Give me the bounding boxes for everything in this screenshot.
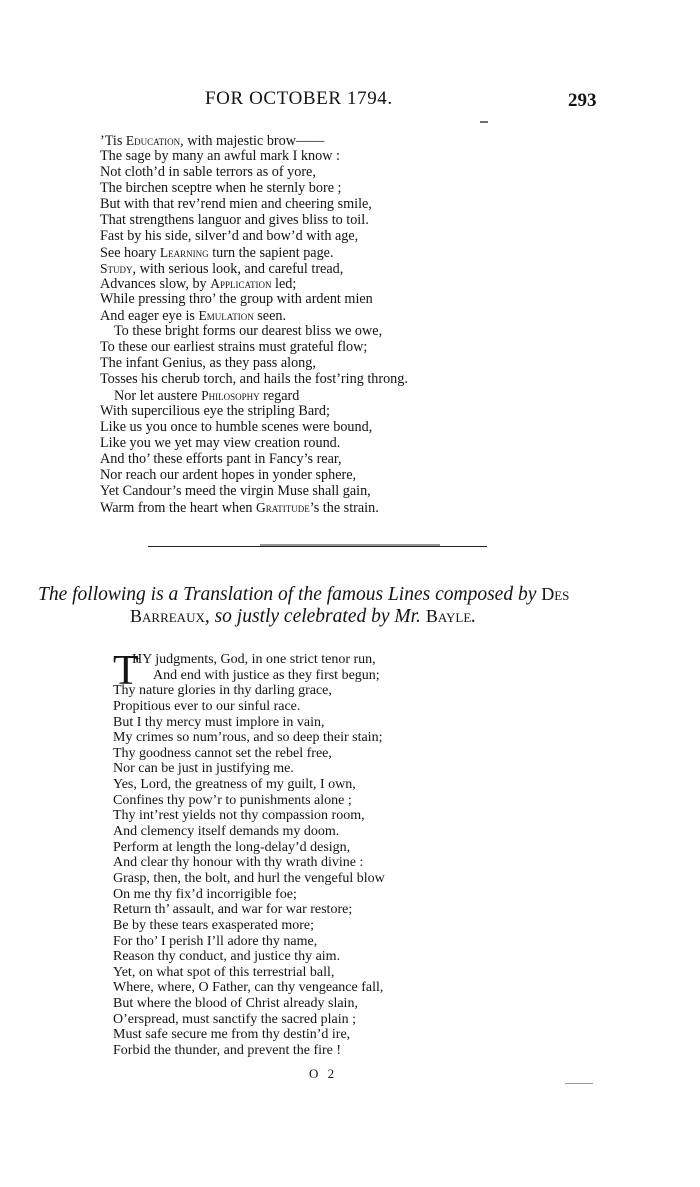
heading-name-barreaux: Barreaux xyxy=(130,606,205,626)
poem-one-line xyxy=(100,245,620,261)
line-text: The sage by many an awful mark I know : xyxy=(100,147,340,164)
line-text: ’Tis xyxy=(100,133,126,149)
poem-one-line xyxy=(100,276,620,292)
poem-one-line xyxy=(100,452,620,468)
poem-two-line: Return th’ assault, and war for war restore; xyxy=(113,902,353,918)
line-text: Nor reach our ardent hopes in yonder sphere, xyxy=(100,466,357,483)
drop-cap: T xyxy=(113,648,139,694)
poem-one xyxy=(100,133,620,516)
poem-one-line xyxy=(100,229,620,245)
line-text: To these bright forms our dearest bliss we owe, xyxy=(114,323,383,340)
poem-two-line: And clemency itself demands my doom. xyxy=(113,824,340,840)
poem-one-line xyxy=(100,372,620,388)
running-head xyxy=(0,88,700,116)
poem-two xyxy=(113,648,583,1059)
line-text: That strengthens languor and gives bliss to toil. xyxy=(100,211,369,228)
line-text: Warm from the heart when xyxy=(100,499,257,516)
print-speck xyxy=(480,121,488,123)
poem-two-line: O’erspread, must sanctify the sacred plain ; xyxy=(113,1011,356,1027)
poem-two-line: My crimes so num’rous, and so deep their stain; xyxy=(113,730,383,746)
poem-two-line: Yet, on what spot of this terrestrial ball, xyxy=(113,964,335,980)
poem-one-line xyxy=(100,181,620,197)
poem-two-line: Propitious ever to our sinful race. xyxy=(113,698,301,714)
line-text: Like us you once to humble scenes were bound, xyxy=(100,418,373,435)
line-text: While pressing thro’ the group with ardent mien xyxy=(100,291,373,308)
line-text: With supercilious eye the stripling Bard; xyxy=(100,402,330,419)
poem-two-line: But I thy mercy must implore in vain, xyxy=(113,714,325,730)
heading-text-1: The following is a Translation of the famous Lines composed by xyxy=(38,584,542,605)
poem-one-line xyxy=(100,133,620,149)
line-text: See hoary xyxy=(100,244,160,261)
poem-two-line: Must safe secure me from thy destin’d ire, xyxy=(113,1027,351,1043)
poem-one-line xyxy=(100,404,620,420)
line-text: And eager eye is xyxy=(100,308,199,325)
heading-name-des: Des xyxy=(541,584,570,604)
line-text: ’s the strain. xyxy=(309,499,379,516)
poem-two-line: Thy goodness cannot set the rebel free, xyxy=(113,745,332,761)
small-caps-word: Philosophy xyxy=(201,388,260,403)
small-caps-word: Emulation xyxy=(198,308,254,324)
page-number: 293 xyxy=(568,90,597,111)
poem-two-line: On me thy fix’d incorrigible foe; xyxy=(113,886,297,902)
line-text: , with majestic brow—— xyxy=(180,133,325,149)
line-text: regard xyxy=(259,388,300,404)
small-caps-word: Study xyxy=(100,260,133,276)
poem-two-line: Thy int’rest yields not thy compassion room, xyxy=(113,808,365,824)
line-text: Nor let austere xyxy=(114,388,202,404)
poem-one-line xyxy=(100,197,620,213)
poem-one-line xyxy=(100,468,620,484)
heading-line-2 xyxy=(38,605,678,627)
heading-text-2: , so justly celebrated by Mr. xyxy=(204,606,426,627)
poem-two-line-2: And end with justice as they first begun; xyxy=(153,667,380,683)
poem-one-line xyxy=(100,261,620,277)
line-text: Not cloth’d in sable terrors as of yore, xyxy=(100,163,316,180)
line-text: Fast by his side, silver’d and bow’d with age, xyxy=(100,227,359,244)
line-text: led; xyxy=(271,276,297,293)
poem-one-line xyxy=(100,420,620,436)
small-caps-word: Learning xyxy=(159,244,209,260)
line-text: Tosses his cherub torch, and hails the fost’ring throng. xyxy=(100,371,408,388)
print-speck xyxy=(565,1083,593,1084)
poem-two-line: Confines thy pow’r to punishments alone ; xyxy=(113,792,352,808)
line-text: Like you we yet may view creation round. xyxy=(100,434,341,451)
line-text: To these our earliest strains must grateful flow; xyxy=(100,339,368,356)
small-caps-word: Gratitude xyxy=(256,499,310,515)
poem-two-line: Be by these tears exasperated more; xyxy=(113,917,314,933)
poem-one-line xyxy=(100,213,620,229)
line-text: turn the sapient page. xyxy=(208,244,334,261)
signature-mark: O 2 xyxy=(309,1066,338,1081)
heading-end: . xyxy=(471,606,477,627)
line-text: The birchen sceptre when he sternly bore ; xyxy=(100,179,342,196)
line-text: And tho’ these efforts pant in Fancy’s rear, xyxy=(100,450,342,467)
small-caps-word: Education xyxy=(125,133,181,148)
poem-one-line xyxy=(100,165,620,181)
heading-line-1 xyxy=(38,583,678,605)
heading-name-bayle: Bayle xyxy=(425,606,472,626)
poem-one-line xyxy=(100,292,620,308)
poem-two-line: Thy nature glories in thy darling grace, xyxy=(113,683,332,699)
poem-two-line-1: HY judgments, God, in one strict tenor run, xyxy=(132,652,376,667)
small-caps-word: Application xyxy=(210,276,272,292)
line-text: , with serious look, and careful tread, xyxy=(132,260,344,277)
poem-two-line: Where, where, O Father, can thy vengeance fall, xyxy=(113,980,384,996)
section-divider xyxy=(148,546,487,547)
poem-one-line xyxy=(100,340,620,356)
line-text: Advances slow, by xyxy=(100,276,211,293)
poem-one-line xyxy=(100,308,620,324)
line-text: But with that rev’rend mien and cheering smile, xyxy=(100,195,372,212)
poem-two-line: Perform at length the long-delay’d design, xyxy=(113,839,351,855)
poem-one-line xyxy=(100,484,620,500)
poem-two-line: Grasp, then, the bolt, and hurl the vengeful blow xyxy=(113,870,385,886)
poem-two-line: But where the blood of Christ already slain, xyxy=(113,996,358,1012)
translation-heading xyxy=(38,583,678,627)
poem-one-line xyxy=(100,324,620,340)
poem-one-line xyxy=(100,436,620,452)
poem-two-line: Nor can be just in justifying me. xyxy=(113,761,294,777)
poem-one-line xyxy=(100,149,620,165)
poem-two-line: And clear thy honour with thy wrath divine : xyxy=(113,855,364,871)
poem-two-line: Yes, Lord, the greatness of my guilt, I own, xyxy=(113,777,356,793)
poem-one-line xyxy=(100,388,620,404)
poem-one-line xyxy=(100,500,620,516)
poem-two-line: Forbid the thunder, and prevent the fire ! xyxy=(113,1043,342,1059)
poem-one-line xyxy=(100,356,620,372)
line-text: The infant Genius, as they pass along, xyxy=(100,355,316,372)
poem-two-line: Reason thy conduct, and justice thy aim. xyxy=(113,949,341,965)
line-text: seen. xyxy=(253,308,287,325)
running-title: FOR OCTOBER 1794. xyxy=(205,88,393,109)
line-text: Yet Candour’s meed the virgin Muse shall gain, xyxy=(100,482,371,499)
poem-two-line: For tho’ I perish I’ll adore thy name, xyxy=(113,933,318,949)
